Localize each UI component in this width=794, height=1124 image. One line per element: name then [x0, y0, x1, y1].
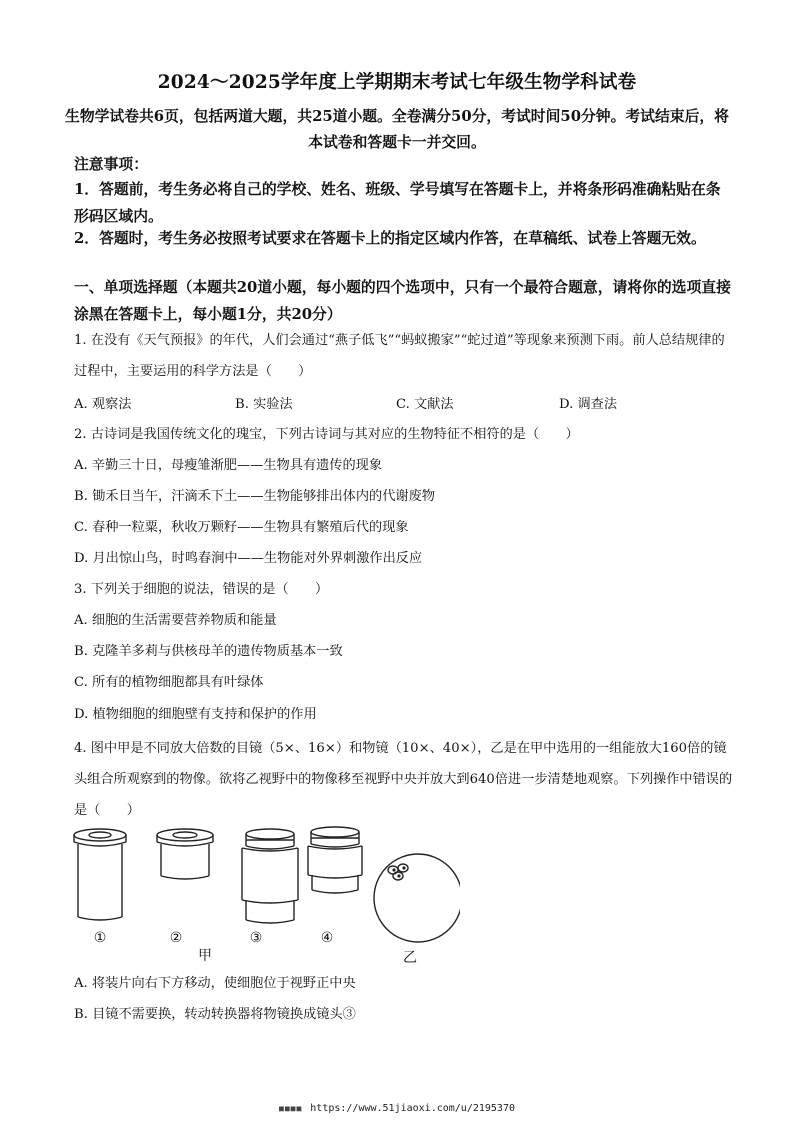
group-label-yi: 乙: [403, 950, 417, 966]
option-c: C. 文献法: [396, 397, 454, 412]
option-b: B. 锄禾日当午，汗滴禾下土——生物能够排出体内的代谢废物: [74, 489, 435, 504]
objective-long-icon: [242, 829, 298, 923]
option-d: D. 月出惊山鸟，时鸣春涧中——生物能对外界刺激作出反应: [74, 551, 423, 566]
exam-intro: 生物学试卷共6页，包括两道大题，共25道小题。全卷满分50分，考试时间50分钟。考试结束后，将本试卷和答题卡一并交回。: [65, 108, 729, 151]
footer-decoration: ■■■■: [279, 1104, 303, 1113]
note-item: 2．答题时，考生务必按照考试要求在答题卡上的指定区域内作答，在草稿纸、试卷上答题无效。: [74, 230, 706, 247]
section-heading: 一、单项选择题（本题共20道小题，每小题的四个选项中，只有一个最符合题意，请将你的选项直接涂黑在答题卡上，每小题1分，共20分）: [74, 279, 731, 323]
lens-label-3: ③: [249, 930, 263, 946]
question-2-stem: 2. 古诗词是我国传统文化的瑰宝，下列古诗词与其对应的生物特征不相符的是（ ）: [74, 427, 579, 442]
option-a: A. 将装片向右下方移动，使细胞位于视野正中央: [74, 976, 356, 991]
option-a: A. 观察法: [74, 397, 132, 412]
lens-label-2: ②: [169, 930, 183, 946]
question-1-stem: 1. 在没有《天气预报》的年代，人们会通过“燕子低飞”“蚂蚁搬家”“蛇过道”等现象来预测下雨。前人总结规律的过程中，主要运用的科学方法是（ ）: [74, 333, 725, 379]
option-d: D. 调查法: [559, 397, 618, 412]
lens-label-4: ④: [320, 930, 334, 946]
objective-short-icon: [308, 827, 362, 893]
eyepiece-long-icon: [74, 829, 126, 920]
option-b: B. 目镜不需要换，转动转换器将物镜换成镜头③: [74, 1007, 356, 1022]
eyepiece-short-icon: [157, 829, 213, 879]
footer-url[interactable]: https://www.51jiaoxi.com/u/2195370: [310, 1103, 515, 1114]
question-3-stem: 3. 下列关于细胞的说法，错误的是（ ）: [74, 582, 329, 597]
option-a: A. 细胞的生活需要营养物质和能量: [74, 613, 277, 628]
exam-title: 2024～2025学年度上学期期末考试七年级生物学科试卷: [157, 72, 637, 93]
microscope-lens-figure: [60, 820, 460, 970]
option-b: B. 实验法: [235, 397, 293, 412]
question-4-stem: 4. 图中甲是不同放大倍数的目镜（5×、16×）和物镜（10×、40×），乙是在甲中选用的一组能放大160倍的镜头组合所观察到的物像。欲将乙视野中的物像移至视野中央并放大到640倍进一步清楚地观察。下列操作中错误的是（ ）: [74, 741, 733, 818]
option-c: C. 所有的植物细胞都具有叶绿体: [74, 675, 264, 690]
group-label-jia: 甲: [198, 948, 212, 964]
option-b: B. 克隆羊多莉与供核母羊的遗传物质基本一致: [74, 644, 343, 659]
lens-label-1: ①: [93, 930, 107, 946]
field-of-view-icon: [374, 854, 460, 942]
option-a: A. 辛勤三十日，母瘦雏渐肥——生物具有遗传的现象: [74, 458, 383, 473]
note-item: 1．答题前，考生务必将自己的学校、姓名、班级、学号填写在答题卡上，并将条形码准确粘贴在条形码区域内。: [74, 181, 721, 225]
page-footer: [0, 1103, 794, 1114]
notes-heading: 注意事项：: [74, 156, 148, 173]
option-d: D. 植物细胞的细胞壁有支持和保护的作用: [74, 707, 317, 722]
option-c: C. 春种一粒粟，秋收万颗籽——生物具有繁殖后代的现象: [74, 520, 409, 535]
